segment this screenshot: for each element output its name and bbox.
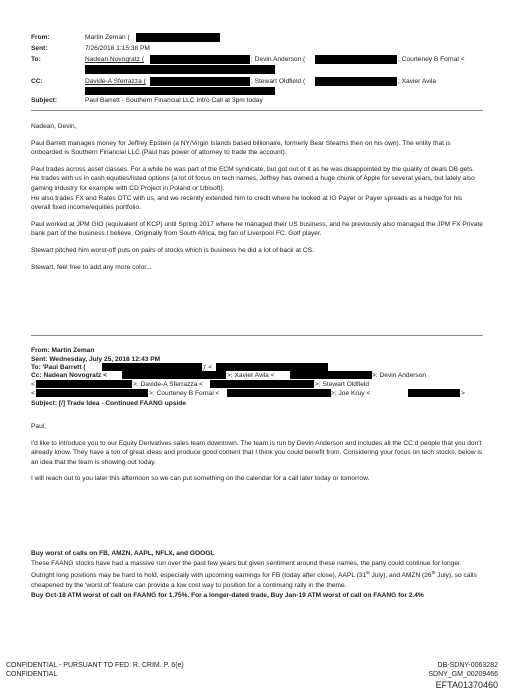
- redaction: [150, 55, 250, 64]
- header-divider: [31, 110, 483, 111]
- subject-label: Subject:: [31, 97, 58, 104]
- ordinal-suffix: st: [366, 570, 370, 576]
- cc-label: CC:: [31, 78, 43, 85]
- to-recipient-3: ; Courteney B Fornal <: [398, 56, 465, 63]
- paragraph: I will reach out to you later this afternoon so we can put something on the calendar for a call later today or tomorrow.: [31, 475, 370, 483]
- fwd-line4-c: >; Joe Kruy <: [331, 390, 371, 397]
- fwd-to: To: 'Paul Barrett (: [31, 364, 86, 371]
- paragraph: Paul worked at JPM GIO (equivalent of KCP) until Spring 2017 where he managed their US business, and he previously also managed the JPM FX Private bank part of the business I believe. Originally from South Africa, big fan of Liverpool FC. Golf player.: [31, 220, 483, 238]
- footer-confidential-2: CONFIDENTIAL: [6, 671, 58, 678]
- fwd-cc-2: >; Xavier Avila <: [227, 372, 275, 379]
- fwd-subject: Subject: [/] Trade Idea - Continued FAANG upside: [31, 400, 186, 407]
- redaction: [408, 389, 460, 397]
- fwd-to-tail: )' <: [203, 364, 213, 371]
- redaction: [85, 65, 275, 74]
- idea-text-1: These FAANG stocks have had a massive run over the past few years but given sentiment around these names, the party could continue for longer. Outright long positions may be hard to hold, especially with upcoming earnings for FB (today after close), AAPL (31: [31, 559, 462, 580]
- fwd-line3-a: <: [31, 381, 35, 388]
- paragraph: Stewart pitched him worst-off puts on pairs of stocks which is business he did a lot of back at CS.: [31, 246, 314, 254]
- cc-recipient-1: Davide-A Sferrazza (: [85, 78, 146, 85]
- fwd-line4-d: >: [461, 390, 465, 397]
- footer-confidential-1: CONFIDENTIAL - PURSUANT TO FED. R. CRIM. P. 6(e): [6, 662, 184, 669]
- footer-bates-2: SDNY_GM_00209466: [428, 671, 498, 678]
- to-recipient-2: ; Devin Anderson (: [251, 56, 306, 63]
- sent-label: Sent:: [31, 45, 48, 52]
- redaction: [290, 371, 372, 379]
- fwd-sent: Sent: Wednesday, July 25, 2018 12:43 PM: [31, 356, 161, 363]
- fwd-line4-a: <: [31, 390, 35, 397]
- footer-efta-id: EFTA01370460: [435, 680, 498, 690]
- redaction: [36, 380, 132, 388]
- fwd-line3-b: >; Davide-A Sferrazza <: [133, 381, 204, 388]
- forward-divider: [31, 335, 483, 336]
- paragraph: He also trades FX and Rates OTC with us, and we recently extended him to credit where he looked at IG Payer or Payer spreads as a hedge for his overall fixed income/equities portfolio.: [31, 194, 463, 212]
- fwd-line3-c: >; Stewart Oldfield: [315, 381, 370, 388]
- fwd-from: From: Martin Zeman: [31, 347, 95, 354]
- greeting: Nadean, Devin,: [31, 123, 77, 130]
- to-label: To:: [31, 56, 41, 63]
- redaction: [150, 77, 250, 86]
- redaction: [102, 363, 202, 371]
- fwd-cc-1: Cc: Nadean Novogratz <: [31, 372, 108, 379]
- to-recipient-1: Nadean Novogratz (: [85, 56, 145, 63]
- greeting: Paul,: [31, 423, 47, 430]
- from-label: From:: [31, 34, 50, 41]
- trade-idea: [31, 549, 483, 600]
- email-body: [31, 122, 483, 279]
- idea-text-3: July), so calls cheapened by the 'worst of' feature can provide a low cost way to position for a continuing rally in the theme.: [31, 572, 477, 589]
- cc-recipient-2: ; Stewart Oldfield (: [251, 78, 306, 85]
- ordinal-suffix: th: [431, 570, 436, 576]
- paragraph: Paul trades across asset classes. For a while he was part of the ECM syndicate, but got out of it as he was disappointed by the quality of deals DB gets. He trades with us in cash equities/listed options (a lot of focus on tech names, Jeffrey has owned a huge chunk of Apple for several years, but lately also gaming industry for example with CD Project in Poland or Ubisoft).: [31, 165, 475, 192]
- trade-recommendation: Buy Oct-18 ATM worst of call on FAANG for 1.75%. For a longer-dated trade, Buy Jan-19 ATM worst of call on FAANG for 2.4%: [31, 591, 424, 599]
- fwd-message: [31, 422, 483, 491]
- fwd-to-line: [31, 364, 86, 371]
- redaction: [216, 363, 328, 371]
- paragraph: Stewart, feel free to add any more color...: [31, 263, 152, 271]
- redaction: [315, 77, 397, 86]
- redaction: [227, 389, 331, 397]
- footer-bates-1: DB-SDNY-0063282: [437, 662, 498, 669]
- redaction: [210, 380, 314, 388]
- cc-recipient-3: ; Xavier Avila: [398, 78, 436, 85]
- from-value: Martin Zeman (: [85, 34, 130, 41]
- paragraph: I'd like to introduce you to our Equity Derivatives sales team downtown. The team is run by Devin Anderson and includes all the CC:d people that you don't already know. They have a ton of great ideas and produce good content that I think you could benefit from. Considering your focus on tech stocks, below is an idea that the team is showing out today.: [31, 439, 483, 466]
- redaction: [315, 55, 397, 64]
- subject-value: Paul Barrett - Southern Financial LLC Intro Call at 3pm today: [85, 97, 263, 104]
- paragraph: Paul Barrett manages money for Jeffrey Epstein (a NY/Virgin Islands based billionaire, formerly Bear Stearns then on his own). The entity that is onboarded is Southern Financial LLC (Paul has power of attorney to trade the account).: [31, 139, 451, 157]
- fwd-cc-3: >; Devin Anderson: [372, 372, 427, 379]
- idea-text-2: July), and AMZN (26: [369, 572, 432, 580]
- fwd-line4-b: >; Courteney B Fornal <: [149, 390, 220, 397]
- trade-idea-heading: Buy worst of calls on FB, AMZN, AAPL, NFLX, and GOOGL: [31, 550, 215, 557]
- redaction: [122, 371, 226, 379]
- sent-value: 7/26/2018 1:15:38 PM: [85, 45, 150, 52]
- redaction: [36, 389, 148, 397]
- trade-idea-text: [31, 559, 483, 591]
- redaction: [85, 87, 275, 95]
- redaction: [136, 33, 220, 42]
